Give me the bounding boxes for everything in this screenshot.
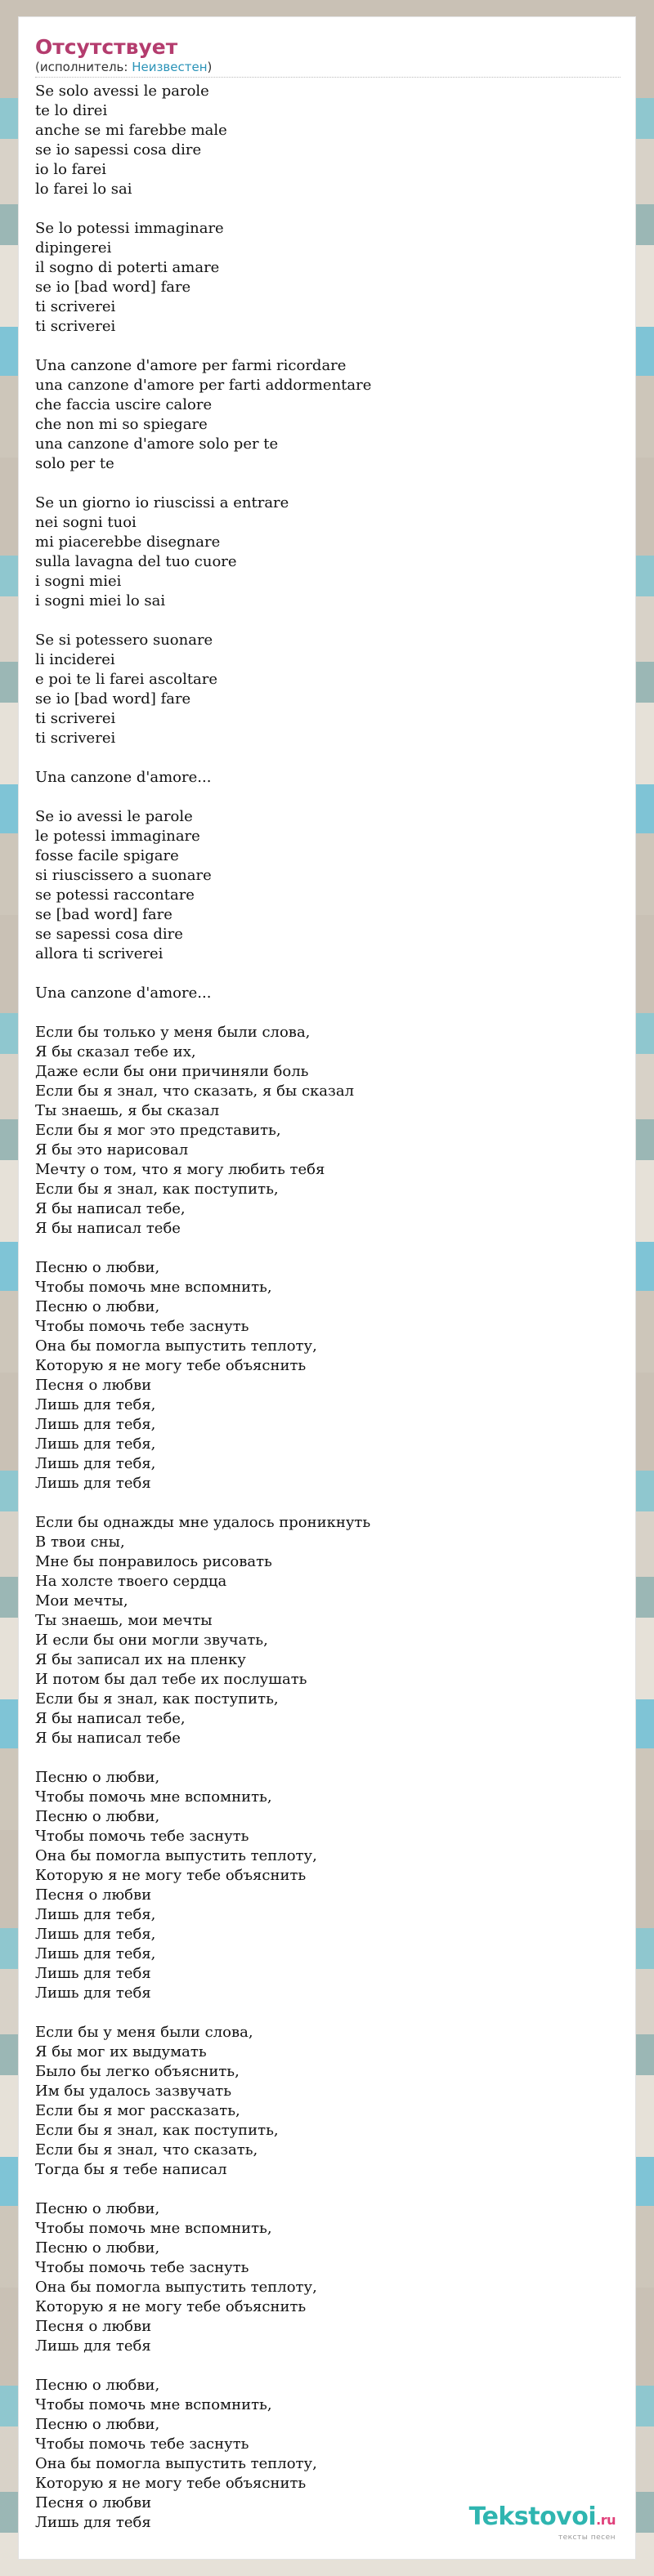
- lyrics-stanza: [35, 984, 620, 1003]
- lyrics-line: Лишь для тебя,: [35, 1926, 156, 1943]
- lyrics-line: li inciderei: [35, 651, 115, 668]
- logo-main-text: Tekstovoi: [468, 2502, 597, 2531]
- lyrics-stanza: [35, 2199, 620, 2356]
- artist-suffix: ): [207, 60, 213, 74]
- lyrics-stanza: [35, 2023, 620, 2180]
- lyrics-line: te lo direi: [35, 102, 108, 119]
- lyrics-line: Если бы я знал, что сказать,: [35, 2141, 258, 2159]
- lyrics-line: Ты знаешь, мои мечты: [35, 1612, 213, 1629]
- lyrics-line: Тогда бы я тебе написал: [35, 2161, 227, 2178]
- lyrics-line: ti scriverei: [35, 318, 116, 335]
- lyrics-line: В твои сны,: [35, 1534, 125, 1551]
- lyrics-line: Я бы мог их выдумать: [35, 2043, 207, 2060]
- lyrics-line: Чтобы помочь тебе заснуть: [35, 2435, 249, 2453]
- lyrics-line: Если бы я мог рассказать,: [35, 2102, 240, 2119]
- lyrics-line: Которую я не могу тебе объяснить: [35, 2298, 307, 2315]
- lyrics-line: Лишь для тебя,: [35, 1416, 156, 1433]
- lyrics-line: Песня о любви: [35, 1886, 152, 1904]
- lyrics-line: Она бы помогла выпустить теплоту,: [35, 2455, 317, 2472]
- lyrics-line: i sogni miei lo sai: [35, 592, 166, 609]
- lyrics-line: si riuscissero a suonare: [35, 867, 212, 884]
- song-header: [35, 35, 620, 78]
- lyrics-line: Лишь для тебя,: [35, 1455, 156, 1472]
- lyrics-line: Она бы помогла выпустить теплоту,: [35, 1847, 317, 1864]
- lyrics-line: Песню о любви,: [35, 2416, 160, 2433]
- site-logo[interactable]: [469, 2504, 616, 2543]
- lyrics-line: Я бы записал их на пленку: [35, 1651, 246, 1668]
- lyrics-line: Ты знаешь, я бы сказал: [35, 1102, 220, 1119]
- lyrics-line: ti scriverei: [35, 298, 116, 315]
- lyrics-line: Песню о любви,: [35, 1298, 160, 1315]
- lyrics-line: Чтобы помочь тебе заснуть: [35, 2259, 249, 2276]
- lyrics-stanza: [35, 807, 620, 964]
- lyrics-line: Она бы помогла выпустить теплоту,: [35, 1337, 317, 1355]
- lyrics-stanza: [35, 219, 620, 337]
- lyrics-line: Лишь для тебя: [35, 1965, 151, 1982]
- lyrics-line: Которую я не могу тебе объяснить: [35, 1357, 307, 1374]
- lyrics-line: e poi te li farei ascoltare: [35, 671, 218, 688]
- lyrics-line: i sogni miei: [35, 573, 122, 590]
- lyrics-line: le potessi immaginare: [35, 828, 200, 845]
- lyrics-line: dipingerei: [35, 239, 112, 257]
- lyrics-line: Чтобы помочь тебе заснуть: [35, 1318, 249, 1335]
- lyrics-line: Песню о любви,: [35, 1808, 160, 1825]
- lyrics-line: il sogno di poterti amare: [35, 259, 220, 276]
- lyrics-stanza: [35, 493, 620, 611]
- lyrics-line: Я бы написал тебе,: [35, 1710, 186, 1727]
- lyrics-line: una canzone d'amore solo per te: [35, 435, 279, 453]
- lyrics-line: Чтобы помочь мне вспомнить,: [35, 1279, 272, 1296]
- lyrics-line: Если бы я мог это представить,: [35, 1122, 281, 1139]
- lyrics-line: Una canzone d'amore...: [35, 984, 212, 1002]
- lyrics-line: Я бы написал тебе: [35, 1730, 181, 1747]
- lyrics-line: se sapessi cosa dire: [35, 926, 183, 943]
- lyrics-stanza: [35, 82, 620, 199]
- lyrics-line: Я бы сказал тебе их,: [35, 1043, 196, 1060]
- lyrics-line: se io [bad word] fare: [35, 690, 191, 708]
- lyrics-line: Лишь для тебя: [35, 2514, 151, 2531]
- logo-tagline: тексты песен: [558, 2534, 616, 2542]
- lyrics-line: Лишь для тебя: [35, 1475, 151, 1492]
- lyrics-line: Чтобы помочь мне вспомнить,: [35, 2396, 272, 2413]
- lyrics-line: Если бы я знал, как поступить,: [35, 2122, 279, 2139]
- lyrics-line: Se lo potessi immaginare: [35, 220, 224, 237]
- lyrics-line: Песню о любви,: [35, 1769, 160, 1786]
- lyrics-line: se io sapessi cosa dire: [35, 141, 202, 158]
- lyrics-line: se [bad word] fare: [35, 906, 172, 923]
- lyrics-line: Если бы я знал, как поступить,: [35, 1690, 279, 1708]
- lyrics-line: Я бы написал тебе: [35, 1220, 181, 1237]
- lyrics-line: Лишь для тебя,: [35, 1396, 156, 1413]
- lyrics-line: Чтобы помочь тебе заснуть: [35, 1828, 249, 1845]
- lyrics-stanza: [35, 1513, 620, 1748]
- lyrics-line: Лишь для тебя,: [35, 1945, 156, 1962]
- lyrics-line: ti scriverei: [35, 730, 116, 747]
- lyrics-line: Лишь для тебя: [35, 2337, 151, 2355]
- lyrics-line: una canzone d'amore per farti addormentare: [35, 377, 372, 394]
- lyrics-line: Песня о любви: [35, 2494, 152, 2511]
- logo-wordmark: [469, 2504, 616, 2534]
- lyrics-line: Una canzone d'amore per farmi ricordare: [35, 357, 347, 374]
- lyrics-line: se potessi raccontare: [35, 886, 195, 904]
- lyrics-line: Se solo avessi le parole: [35, 83, 209, 100]
- lyrics-line: Песня о любви: [35, 2318, 152, 2335]
- logo-tld: .ru: [596, 2512, 616, 2528]
- artist-link[interactable]: Неизвестен: [132, 60, 208, 74]
- lyrics-line: Se io avessi le parole: [35, 808, 193, 825]
- lyrics-line: Было бы легко объяснить,: [35, 2063, 240, 2080]
- lyrics-line: Даже если бы они причиняли боль: [35, 1063, 309, 1080]
- lyrics-line: Se si potessero suonare: [35, 632, 213, 649]
- lyrics-line: io lo farei: [35, 161, 107, 178]
- lyrics-line: Песню о любви,: [35, 2239, 160, 2257]
- lyrics-line: Она бы помогла выпустить теплоту,: [35, 2279, 317, 2296]
- lyrics-stanza: [35, 1023, 620, 1239]
- lyrics-line: che faccia uscire calore: [35, 396, 213, 413]
- lyrics-line: Я бы написал тебе,: [35, 1200, 186, 1217]
- lyrics-line: Если бы я знал, что сказать, я бы сказал: [35, 1083, 354, 1100]
- lyrics-line: Песню о любви,: [35, 2200, 160, 2217]
- lyrics-line: Которую я не могу тебе объяснить: [35, 2475, 307, 2492]
- lyrics-line: Чтобы помочь мне вспомнить,: [35, 1788, 272, 1806]
- lyrics-line: Которую я не могу тебе объяснить: [35, 1867, 307, 1884]
- lyrics-line: nei sogni tuoi: [35, 514, 137, 531]
- lyrics-line: На холсте твоего сердца: [35, 1573, 227, 1590]
- lyrics-line: solo per te: [35, 455, 114, 472]
- lyrics-line: Мечту о том, что я могу любить тебя: [35, 1161, 325, 1178]
- lyrics-line: Чтобы помочь мне вспомнить,: [35, 2220, 272, 2237]
- lyrics-line: Им бы удалось зазвучать: [35, 2083, 232, 2100]
- lyrics-stanza: [35, 1768, 620, 2003]
- lyrics-line: Лишь для тебя: [35, 1984, 151, 2002]
- lyrics-line: anche se mi farebbe male: [35, 122, 227, 139]
- lyrics-stanza: [35, 631, 620, 748]
- lyrics-line: ti scriverei: [35, 710, 116, 727]
- lyrics-line: se io [bad word] fare: [35, 279, 191, 296]
- lyrics-stanza: [35, 768, 620, 788]
- lyrics-line: sulla lavagna del tuo cuore: [35, 553, 237, 570]
- lyrics-line: mi piacerebbe disegnare: [35, 534, 221, 551]
- artist-prefix: (исполнитель:: [35, 60, 132, 74]
- lyrics-line: che non mi so spiegare: [35, 416, 208, 433]
- lyrics-line: fosse facile spigare: [35, 847, 179, 864]
- lyrics-line: Если бы однажды мне удалось проникнуть: [35, 1514, 371, 1531]
- lyrics-stanza: [35, 356, 620, 474]
- lyrics-line: Мне бы понравилось рисовать: [35, 1553, 272, 1570]
- lyrics-line: allora ti scriverei: [35, 945, 164, 962]
- lyrics-stanza: [35, 1258, 620, 1493]
- lyrics-line: Если бы у меня были слова,: [35, 2024, 253, 2041]
- lyrics-card: [18, 16, 636, 2560]
- lyrics-line: Песню о любви,: [35, 1259, 160, 1276]
- lyrics-line: И потом бы дал тебе их послушать: [35, 1671, 307, 1688]
- lyrics-line: Если бы я знал, как поступить,: [35, 1181, 279, 1198]
- lyrics-line: Если бы только у меня были слова,: [35, 1024, 311, 1041]
- lyrics-body: [35, 82, 620, 2552]
- lyrics-line: lo farei lo sai: [35, 181, 132, 198]
- lyrics-line: И если бы они могли звучать,: [35, 1632, 268, 1649]
- lyrics-line: Una canzone d'amore...: [35, 769, 212, 786]
- lyrics-line: Мои мечты,: [35, 1592, 128, 1609]
- lyrics-line: Песню о любви,: [35, 2377, 160, 2394]
- artist-line: [35, 60, 620, 75]
- lyrics-line: Лишь для тебя,: [35, 1906, 156, 1923]
- lyrics-line: Se un giorno io riuscissi a entrare: [35, 494, 289, 511]
- lyrics-line: Лишь для тебя,: [35, 1435, 156, 1453]
- lyrics-line: Я бы это нарисовал: [35, 1141, 189, 1159]
- lyrics-line: Песня о любви: [35, 1377, 152, 1394]
- song-title: Отсутствует: [35, 35, 178, 59]
